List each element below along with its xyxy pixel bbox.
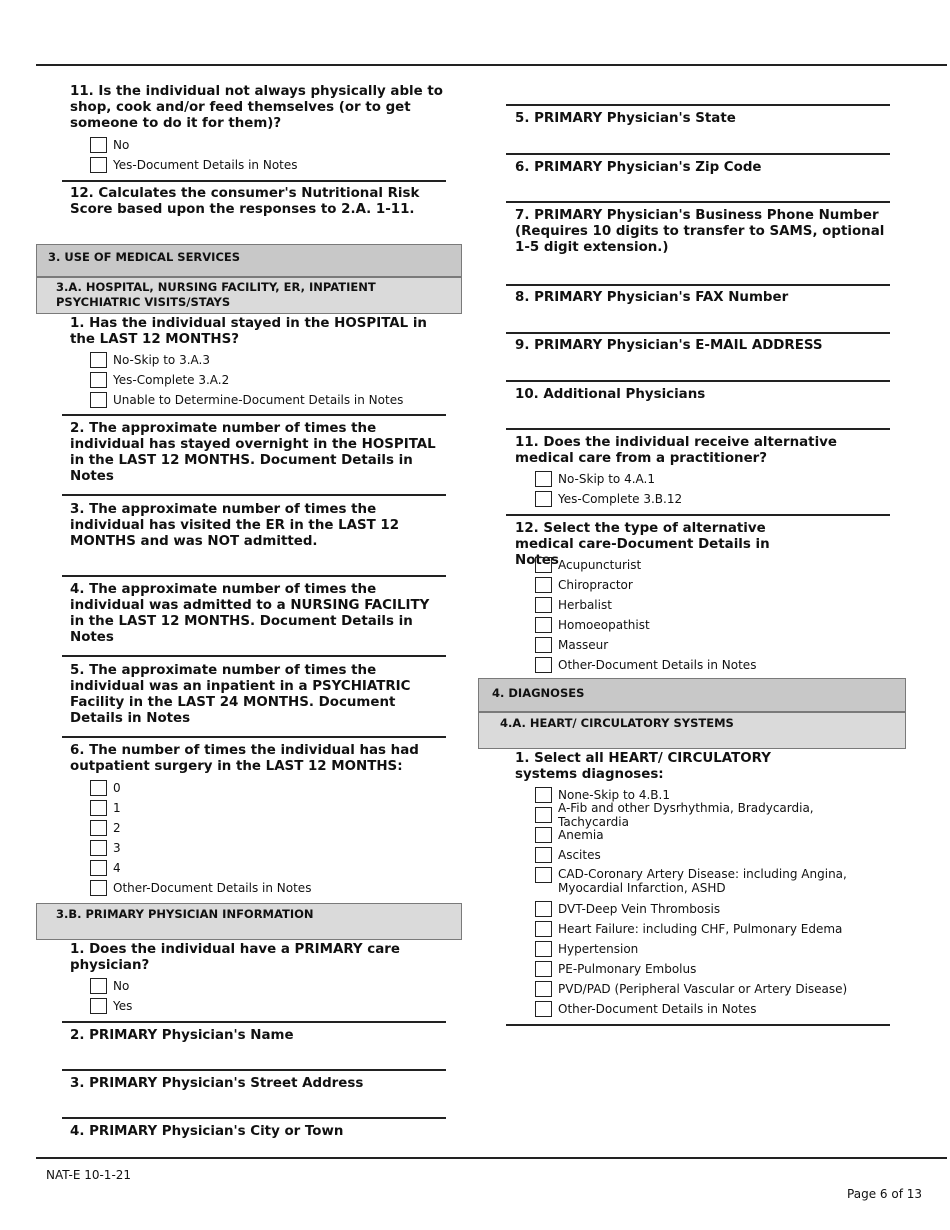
checkbox[interactable]: [535, 847, 552, 863]
question-3b-12: 12. Select the type of alternative medical care-Document Details in Notes: [515, 521, 770, 568]
b12-options: [535, 555, 756, 675]
option-acupuncturist[interactable]: Acupuncturist: [535, 555, 756, 575]
option-a1-yes[interactable]: Yes-Complete 3.A.2: [90, 370, 403, 390]
checkbox[interactable]: [535, 941, 552, 957]
divider: [62, 1069, 446, 1071]
question-2a-11: 11. Is the individual not always physically able to shop, cook and/or feed themselves (or to get someone to do it for them)?: [70, 84, 443, 131]
option-none[interactable]: None-Skip to 4.B.1: [535, 785, 875, 805]
question-3a-4[interactable]: 4. The approximate number of times the individual was admitted to a NURSING FACILITY in the LAST 12 MONTHS. Document Details in Notes: [70, 582, 430, 645]
question-3a-2[interactable]: 2. The approximate number of times the individual has stayed overnight in the HOSPITAL in the LAST 12 MONTHS. Document Details in Notes: [70, 421, 436, 484]
divider: [62, 494, 446, 496]
a1-options: [90, 350, 403, 410]
q11-options: [90, 135, 298, 175]
checkbox[interactable]: [535, 471, 552, 487]
question-3b-8[interactable]: 8. PRIMARY Physician's FAX Number: [515, 290, 789, 305]
checkbox[interactable]: [90, 800, 107, 816]
option-hypertension[interactable]: Hypertension: [535, 939, 875, 959]
bottom-rule: [36, 1157, 947, 1159]
divider: [506, 332, 890, 334]
divider: [506, 104, 890, 106]
checkbox[interactable]: [90, 372, 107, 388]
option-chiropractor[interactable]: Chiropractor: [535, 575, 756, 595]
section-4-header: 4. DIAGNOSES: [478, 678, 906, 712]
checkbox[interactable]: [90, 998, 107, 1014]
question-3b-7[interactable]: 7. PRIMARY Physician's Business Phone Number (Requires 10 digits to transfer to SAMS, optional 1-5 digit extension.): [515, 208, 885, 255]
divider: [62, 180, 446, 182]
option-b11-yes[interactable]: Yes-Complete 3.B.12: [535, 489, 682, 509]
checkbox[interactable]: [535, 901, 552, 917]
checkbox[interactable]: [535, 921, 552, 937]
divider: [62, 736, 446, 738]
checkbox[interactable]: [535, 597, 552, 613]
divider: [506, 1024, 890, 1026]
checkbox[interactable]: [535, 787, 552, 803]
divider: [62, 414, 446, 416]
option-homoeopathist[interactable]: Homoeopathist: [535, 615, 756, 635]
question-3b-6[interactable]: 6. PRIMARY Physician's Zip Code: [515, 160, 762, 175]
option-ascites[interactable]: Ascites: [535, 845, 875, 865]
checkbox[interactable]: [535, 961, 552, 977]
checkbox[interactable]: [90, 780, 107, 796]
option-d1-other[interactable]: Other-Document Details in Notes: [535, 999, 875, 1019]
question-3b-11: 11. Does the individual receive alternative medical care from a practitioner?: [515, 435, 837, 466]
question-3a-3[interactable]: 3. The approximate number of times the individual has visited the ER in the LAST 12 MONTHS and was NOT admitted.: [70, 502, 400, 549]
divider: [506, 201, 890, 203]
a6-options: [90, 778, 311, 898]
option-anemia[interactable]: Anemia: [535, 825, 875, 845]
question-3a-6: 6. The number of times the individual has had outpatient surgery in the LAST 12 MONTHS:: [70, 743, 419, 774]
checkbox[interactable]: [535, 807, 552, 823]
checkbox[interactable]: [90, 978, 107, 994]
checkbox[interactable]: [535, 557, 552, 573]
option-a6-3[interactable]: 3: [90, 838, 311, 858]
subsection-4a-header: 4.A. HEART/ CIRCULATORY SYSTEMS: [478, 712, 906, 749]
option-masseur[interactable]: Masseur: [535, 635, 756, 655]
checkbox[interactable]: [90, 137, 107, 153]
question-3b-2[interactable]: 2. PRIMARY Physician's Name: [70, 1028, 294, 1043]
question-3b-3[interactable]: 3. PRIMARY Physician's Street Address: [70, 1076, 364, 1091]
section-3-header: 3. USE OF MEDICAL SERVICES: [36, 244, 462, 277]
checkbox[interactable]: [90, 392, 107, 408]
question-3b-5[interactable]: 5. PRIMARY Physician's State: [515, 111, 736, 126]
checkbox[interactable]: [535, 981, 552, 997]
top-rule: [36, 64, 947, 66]
option-heart-failure[interactable]: Heart Failure: including CHF, Pulmonary Edema: [535, 919, 875, 939]
b1-options: [90, 976, 132, 1016]
checkbox[interactable]: [90, 860, 107, 876]
option-b12-other[interactable]: Other-Document Details in Notes: [535, 655, 756, 675]
checkbox[interactable]: [535, 657, 552, 673]
b11-options: [535, 469, 682, 509]
question-4a-1: 1. Select all HEART/ CIRCULATORY systems diagnoses:: [515, 751, 771, 782]
checkbox[interactable]: [90, 820, 107, 836]
option-a6-0[interactable]: 0: [90, 778, 311, 798]
option-pvd[interactable]: PVD/PAD (Peripheral Vascular or Artery Disease): [535, 979, 875, 999]
option-a6-2[interactable]: 2: [90, 818, 311, 838]
page-number: Page 6 of 13: [847, 1187, 922, 1201]
option-pe[interactable]: PE-Pulmonary Embolus: [535, 959, 875, 979]
checkbox[interactable]: [90, 157, 107, 173]
option-b11-no[interactable]: No-Skip to 4.A.1: [535, 469, 682, 489]
checkbox[interactable]: [90, 880, 107, 896]
divider: [506, 514, 890, 516]
option-a6-1[interactable]: 1: [90, 798, 311, 818]
option-cad[interactable]: CAD-Coronary Artery Disease: including Angina, Myocardial Infarction, ASHD: [535, 865, 875, 899]
question-2a-12: 12. Calculates the consumer's Nutritional Risk Score based upon the responses to 2.A. 1-11.: [70, 186, 420, 217]
option-q11-no[interactable]: No: [90, 135, 298, 155]
checkbox[interactable]: [535, 867, 552, 883]
option-a1-no[interactable]: No-Skip to 3.A.3: [90, 350, 403, 370]
question-3b-10[interactable]: 10. Additional Physicians: [515, 387, 706, 402]
checkbox[interactable]: [535, 1001, 552, 1017]
divider: [506, 153, 890, 155]
option-afib[interactable]: A-Fib and other Dysrhythmia, Bradycardia, Tachycardia: [535, 805, 875, 825]
option-a6-other[interactable]: Other-Document Details in Notes: [90, 878, 311, 898]
option-a6-4[interactable]: 4: [90, 858, 311, 878]
subsection-3a-header: 3.A. HOSPITAL, NURSING FACILITY, ER, INPATIENT PSYCHIATRIC VISITS/STAYS: [36, 277, 462, 314]
divider: [506, 284, 890, 286]
divider: [62, 575, 446, 577]
divider: [62, 655, 446, 657]
divider: [62, 1021, 446, 1023]
option-q11-yes[interactable]: Yes-Document Details in Notes: [90, 155, 298, 175]
d1-options: [535, 785, 875, 1019]
divider: [506, 428, 890, 430]
question-3b-4[interactable]: 4. PRIMARY Physician's City or Town: [70, 1124, 344, 1139]
checkbox[interactable]: [535, 617, 552, 633]
question-3a-5[interactable]: 5. The approximate number of times the individual was an inpatient in a PSYCHIATRIC Facility in the LAST 24 MONTHS. Document Details in Notes: [70, 663, 411, 726]
divider: [506, 380, 890, 382]
subsection-3b-header: 3.B. PRIMARY PHYSICIAN INFORMATION: [36, 903, 462, 940]
question-3b-1: 1. Does the individual have a PRIMARY care physician?: [70, 942, 400, 973]
option-a1-unable[interactable]: Unable to Determine-Document Details in Notes: [90, 390, 403, 410]
checkbox[interactable]: [90, 840, 107, 856]
checkbox[interactable]: [90, 352, 107, 368]
checkbox[interactable]: [535, 577, 552, 593]
divider: [62, 1117, 446, 1119]
option-b1-no[interactable]: No: [90, 976, 132, 996]
form-id: NAT-E 10-1-21: [46, 1168, 132, 1182]
checkbox[interactable]: [535, 491, 552, 507]
question-3a-1: 1. Has the individual stayed in the HOSPITAL in the LAST 12 MONTHS?: [70, 316, 427, 347]
checkbox[interactable]: [535, 637, 552, 653]
option-b1-yes[interactable]: Yes: [90, 996, 132, 1016]
question-3b-9[interactable]: 9. PRIMARY Physician's E-MAIL ADDRESS: [515, 338, 823, 353]
checkbox[interactable]: [535, 827, 552, 843]
option-dvt[interactable]: DVT-Deep Vein Thrombosis: [535, 899, 875, 919]
option-herbalist[interactable]: Herbalist: [535, 595, 756, 615]
